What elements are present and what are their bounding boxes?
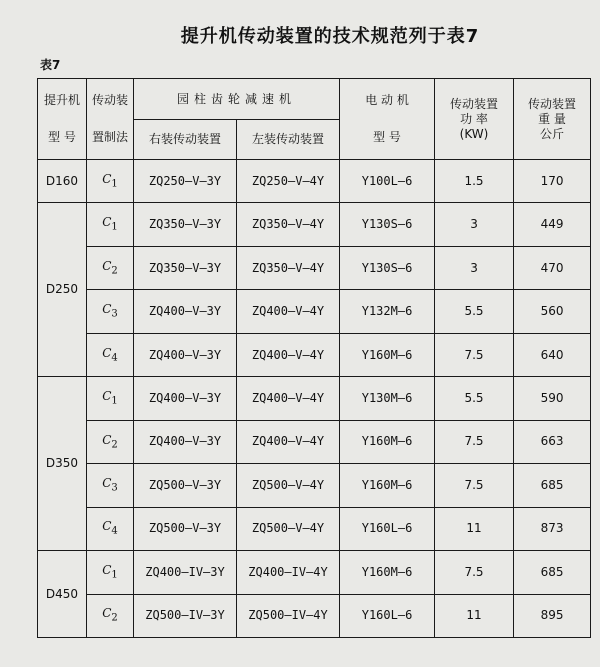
cell-left-drive: ZQ400—V—4Y	[237, 420, 340, 463]
table-row	[38, 464, 591, 507]
cell-drive-method	[87, 464, 134, 507]
cell-power: 7.5	[435, 464, 514, 507]
cell-power: 1.5	[435, 160, 514, 203]
cell-weight: 685	[514, 551, 591, 594]
method-letter: C	[102, 519, 112, 534]
method-index: 4	[111, 525, 118, 537]
method-index: 1	[111, 221, 118, 233]
cell-drive-method	[87, 160, 134, 203]
method-letter: C	[102, 345, 112, 360]
method-letter: C	[102, 475, 112, 490]
cell-left-drive: ZQ400—V—4Y	[237, 377, 340, 420]
cell-right-drive: ZQ350—V—3Y	[134, 246, 237, 289]
cell-right-drive: ZQ500—V—3Y	[134, 464, 237, 507]
table-label: 表7	[40, 58, 61, 72]
cell-power: 3	[435, 203, 514, 246]
cell-motor-model: Y160L—6	[340, 594, 435, 637]
table-row	[38, 377, 591, 420]
cell-left-drive: ZQ400—V—4Y	[237, 333, 340, 376]
cell-motor-model: Y132M—6	[340, 290, 435, 333]
cell-drive-method	[87, 594, 134, 637]
cell-hoist-model: D160	[38, 160, 87, 203]
method-index: 3	[111, 482, 118, 494]
cell-motor-model: Y160M—6	[340, 333, 435, 376]
cell-motor-model: Y160M—6	[340, 464, 435, 507]
table-row	[38, 507, 591, 550]
method-letter: C	[102, 302, 112, 317]
header-hoist-model: 提升机 型 号	[38, 79, 87, 160]
table-row	[38, 333, 591, 376]
cell-motor-model: Y160M—6	[340, 551, 435, 594]
cell-right-drive: ZQ250—V—3Y	[134, 160, 237, 203]
cell-weight: 590	[514, 377, 591, 420]
header-right-drive: 右装传动装置	[134, 120, 237, 160]
method-index: 2	[111, 265, 118, 277]
table-row	[38, 420, 591, 463]
table-row	[38, 246, 591, 289]
method-index: 3	[111, 308, 118, 320]
table-row	[38, 594, 591, 637]
header-weight: 传动装置 重 量 公斤	[514, 79, 591, 160]
cell-left-drive: ZQ500—IV—4Y	[237, 594, 340, 637]
method-index: 1	[111, 178, 118, 190]
table-row	[38, 551, 591, 594]
cell-left-drive: ZQ350—V—4Y	[237, 203, 340, 246]
cell-power: 7.5	[435, 420, 514, 463]
cell-power: 11	[435, 594, 514, 637]
spec-table-body	[38, 160, 591, 638]
cell-motor-model: Y160L—6	[340, 507, 435, 550]
method-index: 1	[111, 395, 118, 407]
cell-weight: 873	[514, 507, 591, 550]
cell-right-drive: ZQ400—V—3Y	[134, 420, 237, 463]
cell-drive-method	[87, 420, 134, 463]
method-letter: C	[102, 258, 112, 273]
cell-motor-model: Y130S—6	[340, 246, 435, 289]
cell-drive-method	[87, 377, 134, 420]
cell-left-drive: ZQ500—V—4Y	[237, 464, 340, 507]
cell-motor-model: Y130M—6	[340, 377, 435, 420]
cell-weight: 170	[514, 160, 591, 203]
cell-weight: 560	[514, 290, 591, 333]
header-power: 传动装置 功 率 (KW)	[435, 79, 514, 160]
table-row	[38, 290, 591, 333]
cell-power: 7.5	[435, 333, 514, 376]
method-letter: C	[102, 432, 112, 447]
cell-left-drive: ZQ350—V—4Y	[237, 246, 340, 289]
cell-hoist-model: D350	[38, 377, 87, 551]
method-index: 4	[111, 351, 118, 363]
method-letter: C	[102, 606, 112, 621]
cell-drive-method	[87, 290, 134, 333]
method-index: 2	[111, 612, 118, 624]
cell-left-drive: ZQ250—V—4Y	[237, 160, 340, 203]
cell-left-drive: ZQ500—V—4Y	[237, 507, 340, 550]
cell-motor-model: Y100L—6	[340, 160, 435, 203]
method-letter: C	[102, 171, 112, 186]
cell-drive-method	[87, 333, 134, 376]
cell-drive-method	[87, 551, 134, 594]
cell-right-drive: ZQ350—V—3Y	[134, 203, 237, 246]
spec-table	[37, 78, 591, 638]
method-letter: C	[102, 215, 112, 230]
header-left-drive: 左装传动装置	[237, 120, 340, 160]
cell-weight: 685	[514, 464, 591, 507]
header-reducer-group: 园柱齿轮减速机	[134, 79, 340, 120]
cell-right-drive: ZQ400—V—3Y	[134, 377, 237, 420]
cell-motor-model: Y130S—6	[340, 203, 435, 246]
method-letter: C	[102, 562, 112, 577]
cell-power: 7.5	[435, 551, 514, 594]
cell-right-drive: ZQ400—IV—3Y	[134, 551, 237, 594]
cell-motor-model: Y160M—6	[340, 420, 435, 463]
method-index: 2	[111, 438, 118, 450]
cell-right-drive: ZQ400—V—3Y	[134, 333, 237, 376]
cell-right-drive: ZQ500—V—3Y	[134, 507, 237, 550]
cell-weight: 470	[514, 246, 591, 289]
header-drive-method: 传动装 置制法	[87, 79, 134, 160]
cell-drive-method	[87, 203, 134, 246]
method-letter: C	[102, 389, 112, 404]
cell-power: 3	[435, 246, 514, 289]
cell-power: 5.5	[435, 290, 514, 333]
page-title: 提升机传动装置的技术规范列于表7	[180, 26, 480, 47]
header-motor-model: 电 动 机 型 号	[340, 79, 435, 160]
cell-left-drive: ZQ400—V—4Y	[237, 290, 340, 333]
table-row	[38, 160, 591, 203]
cell-right-drive: ZQ400—V—3Y	[134, 290, 237, 333]
cell-power: 11	[435, 507, 514, 550]
cell-weight: 895	[514, 594, 591, 637]
cell-drive-method	[87, 507, 134, 550]
cell-right-drive: ZQ500—IV—3Y	[134, 594, 237, 637]
cell-hoist-model: D250	[38, 203, 87, 377]
cell-hoist-model: D450	[38, 551, 87, 638]
cell-weight: 663	[514, 420, 591, 463]
cell-weight: 640	[514, 333, 591, 376]
cell-power: 5.5	[435, 377, 514, 420]
cell-weight: 449	[514, 203, 591, 246]
table-row	[38, 203, 591, 246]
cell-left-drive: ZQ400—IV—4Y	[237, 551, 340, 594]
cell-drive-method	[87, 246, 134, 289]
method-index: 1	[111, 569, 118, 581]
